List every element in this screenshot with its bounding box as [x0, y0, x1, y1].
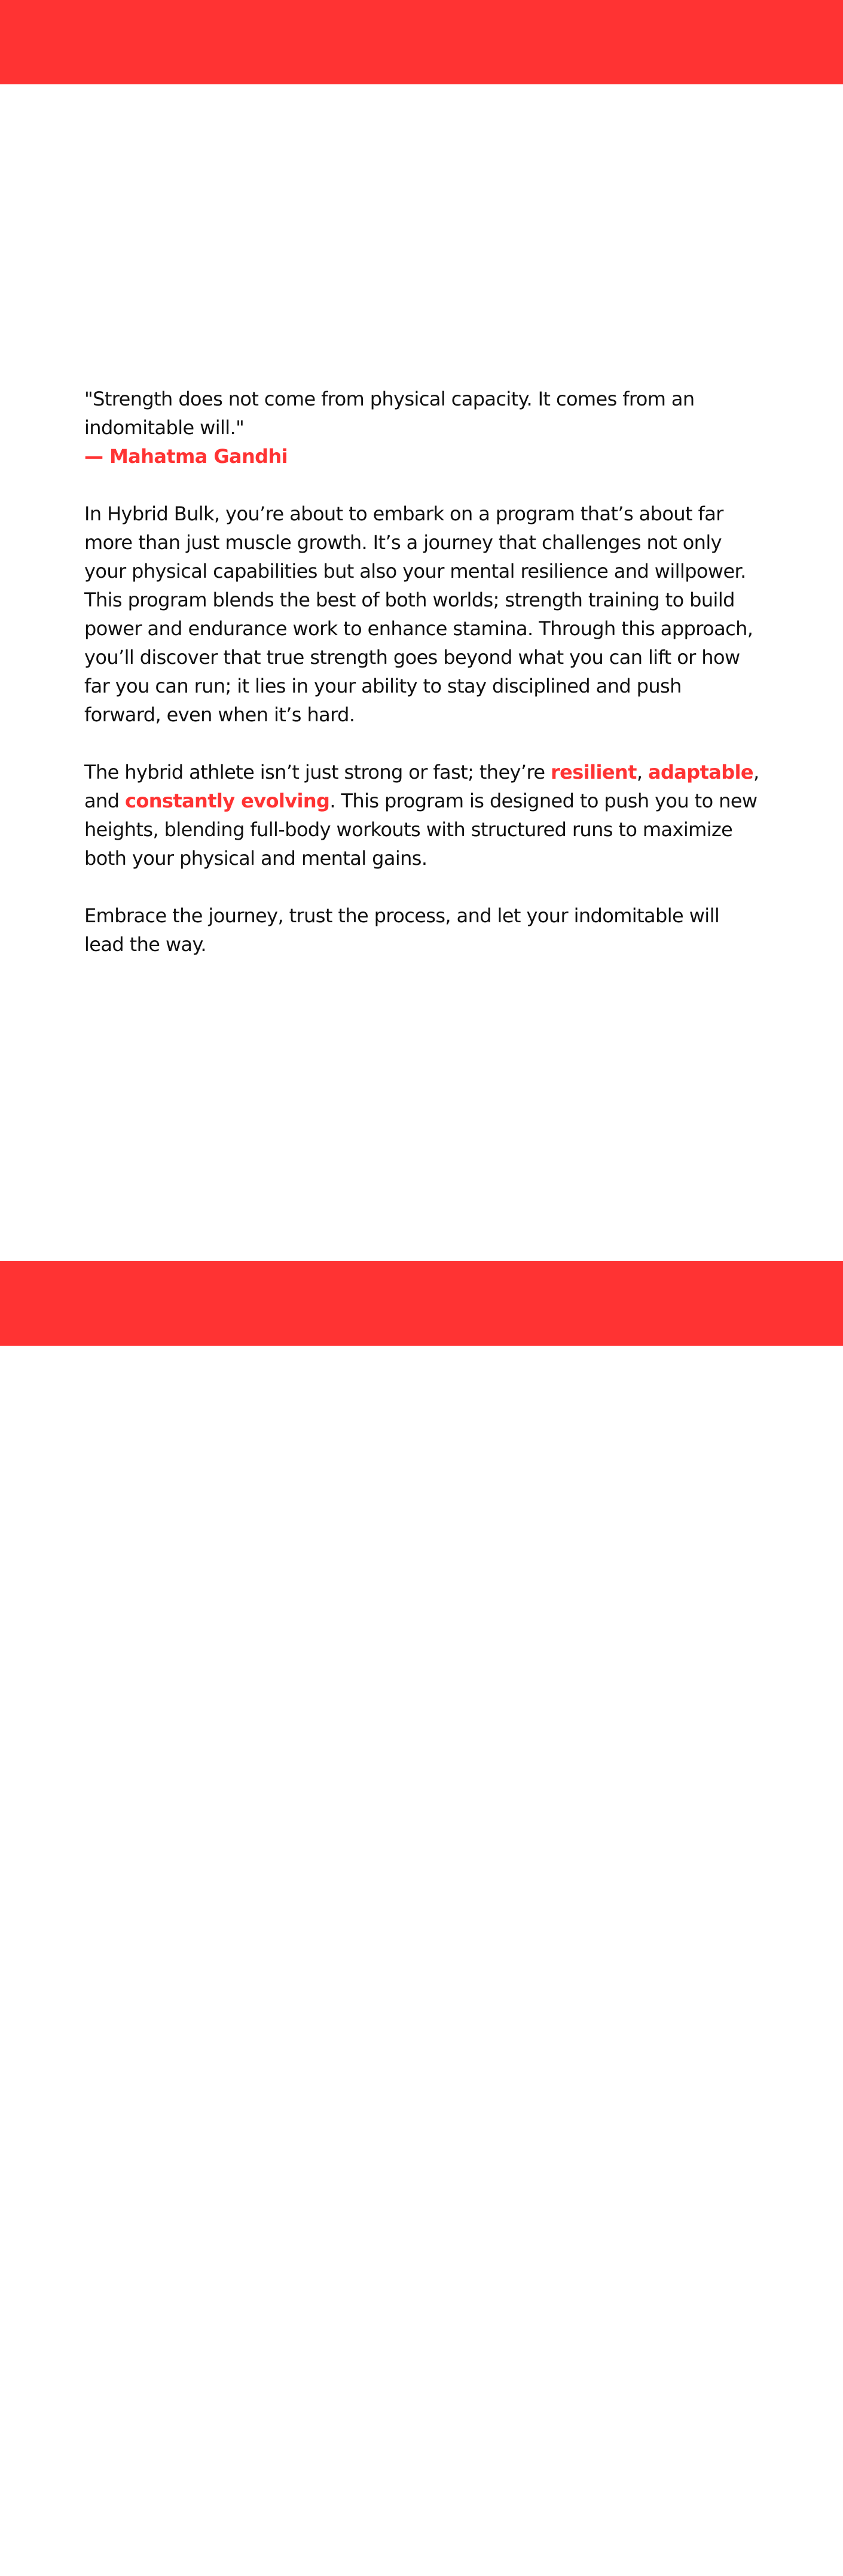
- quote-text: "Strength does not come from physical capacity. It comes from an indomitable will.": [84, 388, 695, 439]
- highlight-resilient: resilient: [550, 761, 637, 784]
- closing-paragraph: Embrace the journey, trust the process, and let your indomitable will lead the way.: [84, 904, 720, 956]
- paragraph-separator: ,: [636, 761, 648, 784]
- header-band: [0, 0, 843, 84]
- quote-attribution: — Mahatma Gandhi: [84, 445, 288, 468]
- quote-block: [84, 385, 760, 471]
- paragraph-text-intro: The hybrid athlete isn’t just strong or fast; they’re: [84, 761, 551, 784]
- mountain-peaks-logo-icon: [400, 2552, 443, 2576]
- paragraph-text-outro: . This program is designed to push you to new heights, blending full-body workouts with structured runs to maximize both your physical and mental gains.: [84, 789, 758, 870]
- hybrid-athlete-paragraph: [84, 758, 760, 873]
- highlight-adaptable: adaptable: [647, 761, 754, 784]
- main-content: [84, 385, 760, 959]
- intro-paragraph: In Hybrid Bulk, you’re about to embark on a program that’s about far more than just muscle growth. It’s a journey that challenges not only your physical capabilities but also your mental resilience and willpower. This program blends the best of both worlds; strength training to build power and endurance work to enhance stamina. Through this approach, you’ll discover that true strength goes beyond what you can lift or how far you can run; it lies in your ability to stay disciplined and push forward, even when it’s hard.: [84, 502, 753, 726]
- footer-band: [0, 1261, 843, 1346]
- paragraph-separator: , and: [84, 761, 759, 812]
- highlight-constantly-evolving: constantly evolving: [124, 789, 330, 812]
